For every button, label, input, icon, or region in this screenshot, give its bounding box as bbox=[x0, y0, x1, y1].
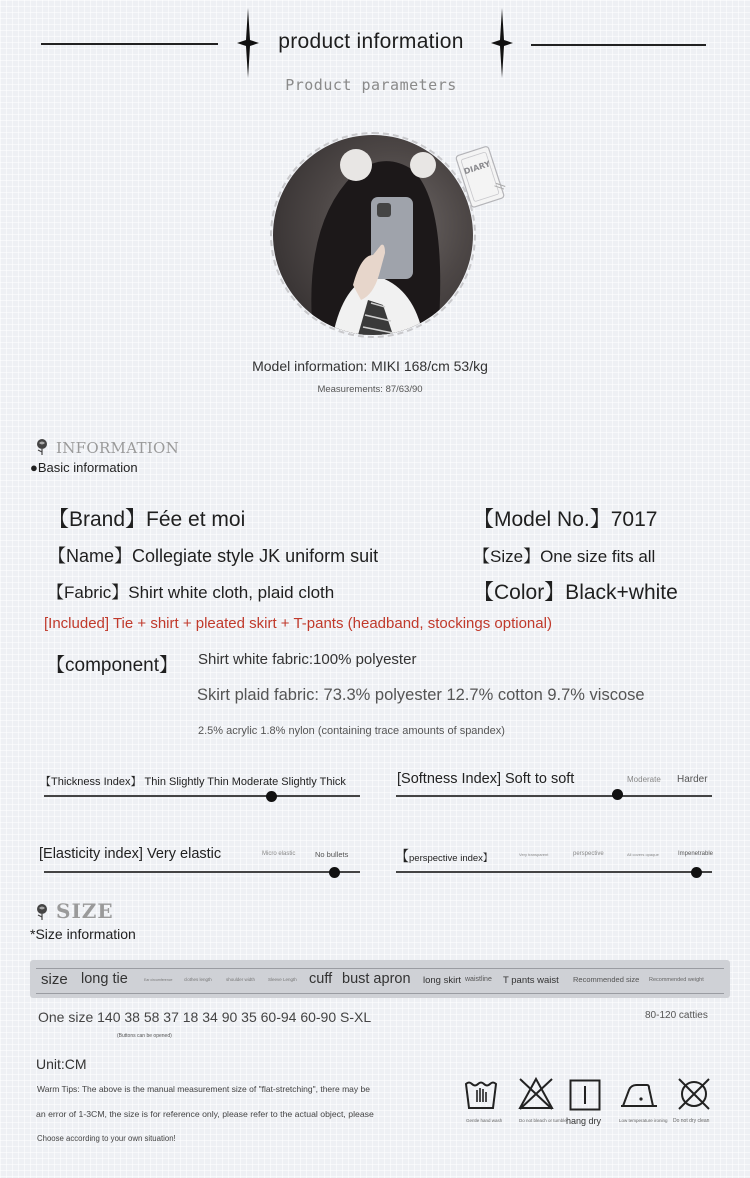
elasticity-indicator bbox=[329, 867, 340, 878]
no-dry-clean-label: Do not dry clean bbox=[673, 1118, 710, 1124]
unit-label: Unit:CM bbox=[36, 1056, 87, 1072]
size-header-small-3: shoulder width bbox=[226, 977, 256, 982]
hang-dry-label: hang dry bbox=[566, 1116, 602, 1126]
spec-name: 【Name】Collegiate style JK uniform suit bbox=[48, 546, 379, 566]
warm-tips-line-2: an error of 1-3CM, the size is for reference only, please refer to the actual object, please bbox=[36, 1109, 374, 1119]
information-heading: INFORMATION bbox=[56, 439, 180, 457]
component-shirt: Shirt white fabric:100% polyester bbox=[198, 651, 417, 668]
model-photo bbox=[273, 135, 473, 335]
elasticity-label-nobullets: No bullets bbox=[315, 850, 349, 859]
model-measurements: Measurements: 87/63/90 bbox=[317, 384, 423, 395]
rose-icon-size bbox=[34, 903, 50, 921]
spec-fabric: 【Fabric】Shirt white cloth, plaid cloth bbox=[47, 583, 335, 602]
thickness-index-title: 【Thickness Index】 Thin Slightly Thin Moderate Slightly Thick bbox=[40, 776, 346, 788]
thickness-track bbox=[44, 795, 360, 797]
no-bleach-label: Do not bleach or tumble bbox=[519, 1118, 567, 1123]
softness-label-moderate: Moderate bbox=[627, 775, 661, 784]
size-information-label: *Size information bbox=[30, 926, 136, 942]
warm-tips-line-1: Warm Tips: The above is the manual measurement size of "flat-stretching", there may be bbox=[37, 1084, 370, 1094]
perspective-label-3: All covers opaque bbox=[627, 852, 659, 857]
elasticity-index-title: [Elasticity index] Very elastic bbox=[39, 846, 222, 862]
hand-wash-label: Gentle hand wash bbox=[466, 1118, 503, 1123]
spec-size: 【Size】One size fits all bbox=[473, 547, 656, 566]
model-illustration bbox=[273, 135, 473, 335]
component-skirt: Skirt plaid fabric: 73.3% polyester 12.7% cotton 9.7% viscose bbox=[197, 686, 645, 704]
spec-brand: 【Brand】Fée et moi bbox=[48, 508, 246, 531]
softness-indicator bbox=[612, 789, 623, 800]
size-header-long-skirt: long skirt bbox=[423, 975, 462, 986]
size-header-size: size bbox=[41, 971, 68, 988]
size-row-weight: 80-120 catties bbox=[645, 1010, 708, 1021]
perspective-label-4: Impenetrable bbox=[678, 851, 714, 857]
size-header-recommended-size: Recommended size bbox=[573, 975, 640, 984]
diary-sticker-icon bbox=[454, 144, 506, 216]
size-heading: SIZE bbox=[56, 899, 114, 923]
spec-model-no: 【Model No.】7017 bbox=[473, 508, 658, 531]
size-header-small-4: Sleeve Length bbox=[268, 977, 297, 982]
perspective-index-bracket: 【 bbox=[395, 848, 409, 864]
no-dry-clean-icon bbox=[676, 1076, 712, 1112]
low-iron-icon bbox=[619, 1080, 659, 1110]
component-minor: 2.5% acrylic 1.8% nylon (containing trace amounts of spandex) bbox=[198, 725, 505, 737]
size-header-cuff: cuff bbox=[309, 971, 333, 987]
low-iron-label: Low temperature ironing bbox=[619, 1118, 668, 1123]
diary-sticker-text: DIARY bbox=[462, 159, 492, 177]
perspective-track bbox=[396, 871, 712, 873]
elasticity-track bbox=[44, 871, 360, 873]
size-header-waistline: waistline bbox=[465, 976, 492, 983]
size-row-values: One size 140 38 58 37 18 34 90 35 60-94 60-90 S-XL bbox=[38, 1009, 372, 1025]
softness-index-title: [Softness Index] Soft to soft bbox=[397, 771, 575, 787]
elasticity-label-micro: Micro elastic bbox=[262, 851, 296, 857]
page-title: product information bbox=[278, 30, 464, 53]
size-header-long-tie: long tie bbox=[81, 971, 128, 987]
perspective-label-2: perspective bbox=[573, 851, 604, 857]
perspective-indicator bbox=[691, 867, 702, 878]
hang-dry-icon bbox=[569, 1079, 601, 1111]
perspective-label-1: Very transparent bbox=[519, 852, 549, 857]
size-header-small-1: Ear circumference bbox=[144, 978, 173, 982]
thickness-indicator bbox=[266, 791, 277, 802]
page-subtitle: Product parameters bbox=[285, 76, 457, 94]
size-header-recommended-weight: Recommended weight bbox=[649, 977, 704, 983]
softness-label-harder: Harder bbox=[677, 774, 708, 785]
model-info: Model information: MIKI 168/cm 53/kg bbox=[252, 358, 488, 374]
size-header-t-pants-waist: T pants waist bbox=[503, 975, 559, 986]
size-header-bust-apron: bust apron bbox=[342, 971, 411, 987]
size-header-small-2: clothes length bbox=[184, 977, 212, 982]
no-bleach-icon bbox=[517, 1076, 555, 1112]
spec-included: [Included] Tie + shirt + pleated skirt + T-pants (headband, stockings optional) bbox=[44, 615, 552, 632]
spec-color: 【Color】Black+white bbox=[473, 581, 678, 604]
rose-icon bbox=[34, 438, 50, 456]
warm-tips-line-3: Choose according to your own situation! bbox=[37, 1134, 176, 1143]
perspective-index-title: perspective index】 bbox=[409, 853, 493, 864]
hand-wash-icon bbox=[463, 1076, 501, 1112]
component-label: 【component】 bbox=[46, 655, 179, 676]
size-row-note: (Buttons can be opened) bbox=[117, 1033, 172, 1039]
basic-information-label: ●Basic information bbox=[30, 460, 138, 475]
softness-track bbox=[396, 795, 712, 797]
